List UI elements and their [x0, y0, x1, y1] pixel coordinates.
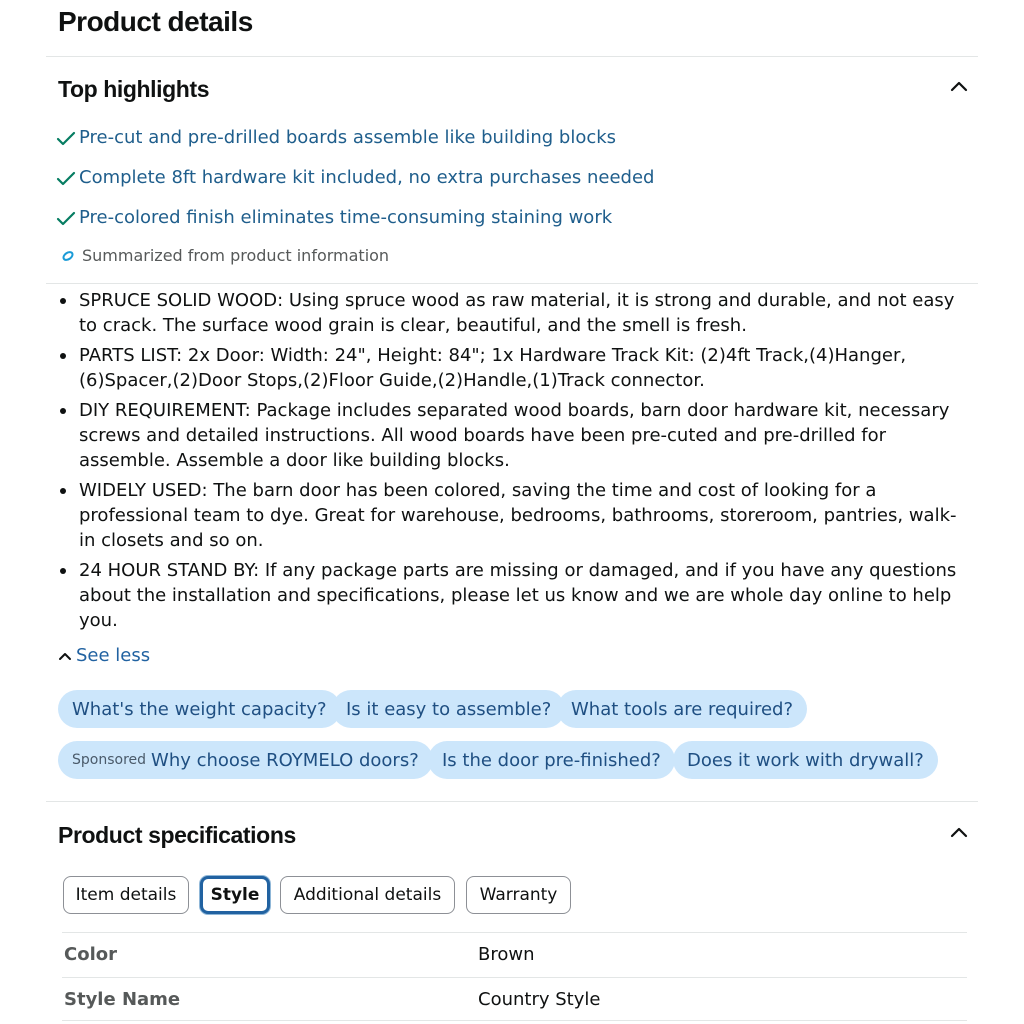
- tab-warranty[interactable]: Warranty: [466, 876, 571, 914]
- question-chip[interactable]: Is it easy to assemble?: [332, 690, 565, 728]
- feature-bullet: PARTS LIST: 2x Door: Width: 24", Height: 84"; 1x Hardware Track Kit: (2)4ft Track,(4)Hanger,(6)Spacer,(2)Door Stops,(2)Floor Guide,(2)Handle,(1)Track connector.: [60, 343, 970, 393]
- chevron-up-icon: [946, 77, 972, 97]
- tab-style[interactable]: Style: [200, 876, 270, 914]
- question-chip[interactable]: What's the weight capacity?: [58, 690, 341, 728]
- chevron-up-icon: [58, 650, 72, 662]
- spec-value: Brown: [478, 944, 535, 965]
- spec-row: [62, 977, 967, 1021]
- collapse-specifications-button[interactable]: [946, 823, 972, 843]
- feature-bullet-list: [60, 288, 970, 638]
- tab-additional-details[interactable]: Additional details: [280, 876, 455, 914]
- page-title: Product details: [58, 6, 253, 37]
- ai-sparkle-icon: [60, 249, 76, 263]
- feature-bullet: DIY REQUIREMENT: Package includes separated wood boards, barn door hardware kit, necessary screws and detailed instructions. All wood boards have been pre-cuted and pre-drilled for assemble. Assemble a door like building blocks.: [60, 398, 970, 473]
- summary-note-text: Summarized from product information: [82, 246, 390, 265]
- divider: [46, 56, 978, 57]
- sponsored-question-text: Why choose ROYMELO doors?: [151, 749, 419, 771]
- see-less-link[interactable]: [58, 645, 150, 666]
- highlight-text: Pre-cut and pre-drilled boards assemble like building blocks: [79, 127, 617, 148]
- question-chip[interactable]: Is the door pre-finished?: [428, 741, 675, 779]
- highlight-item: [56, 167, 654, 188]
- highlight-text: Complete 8ft hardware kit included, no extra purchases needed: [79, 167, 655, 188]
- ai-summary-note: [60, 246, 389, 265]
- highlight-text: Pre-colored finish eliminates time-consuming staining work: [79, 207, 613, 228]
- checkmark-icon: [56, 210, 76, 226]
- feature-bullet: 24 HOUR STAND BY: If any package parts are missing or damaged, and if you have any questions about the installation and specifications, please let us know and we are whole day online to help you.: [60, 558, 970, 633]
- product-specifications-header: Product specifications: [58, 822, 296, 848]
- tab-item-details[interactable]: Item details: [63, 876, 189, 914]
- question-chip[interactable]: Does it work with drywall?: [673, 741, 938, 779]
- spec-row: [62, 932, 967, 976]
- checkmark-icon: [56, 170, 76, 186]
- feature-bullet: WIDELY USED: The barn door has been colored, saving the time and cost of looking for a professional team to dye. Great for warehouse, bedrooms, bathrooms, storeroom, pantries, walk-in closets and so on.: [60, 478, 970, 553]
- highlight-item: [56, 127, 616, 148]
- feature-bullet: SPRUCE SOLID WOOD: Using spruce wood as raw material, it is strong and durable, and not easy to crack. The surface wood grain is clear, beautiful, and the smell is fresh.: [60, 288, 970, 338]
- divider: [46, 801, 978, 802]
- chevron-up-icon: [946, 823, 972, 843]
- sponsored-question-chip[interactable]: [58, 741, 433, 779]
- collapse-highlights-button[interactable]: [946, 77, 972, 97]
- spec-key: Style Name: [64, 988, 181, 1010]
- spec-key: Color: [64, 944, 117, 965]
- divider: [46, 283, 978, 284]
- spec-value: Country Style: [478, 988, 601, 1010]
- highlight-item: [56, 207, 612, 228]
- sponsored-label: Sponsored: [72, 752, 147, 768]
- question-chip[interactable]: What tools are required?: [557, 690, 807, 728]
- top-highlights-header: Top highlights: [58, 76, 210, 102]
- see-less-label: See less: [76, 645, 151, 666]
- checkmark-icon: [56, 130, 76, 146]
